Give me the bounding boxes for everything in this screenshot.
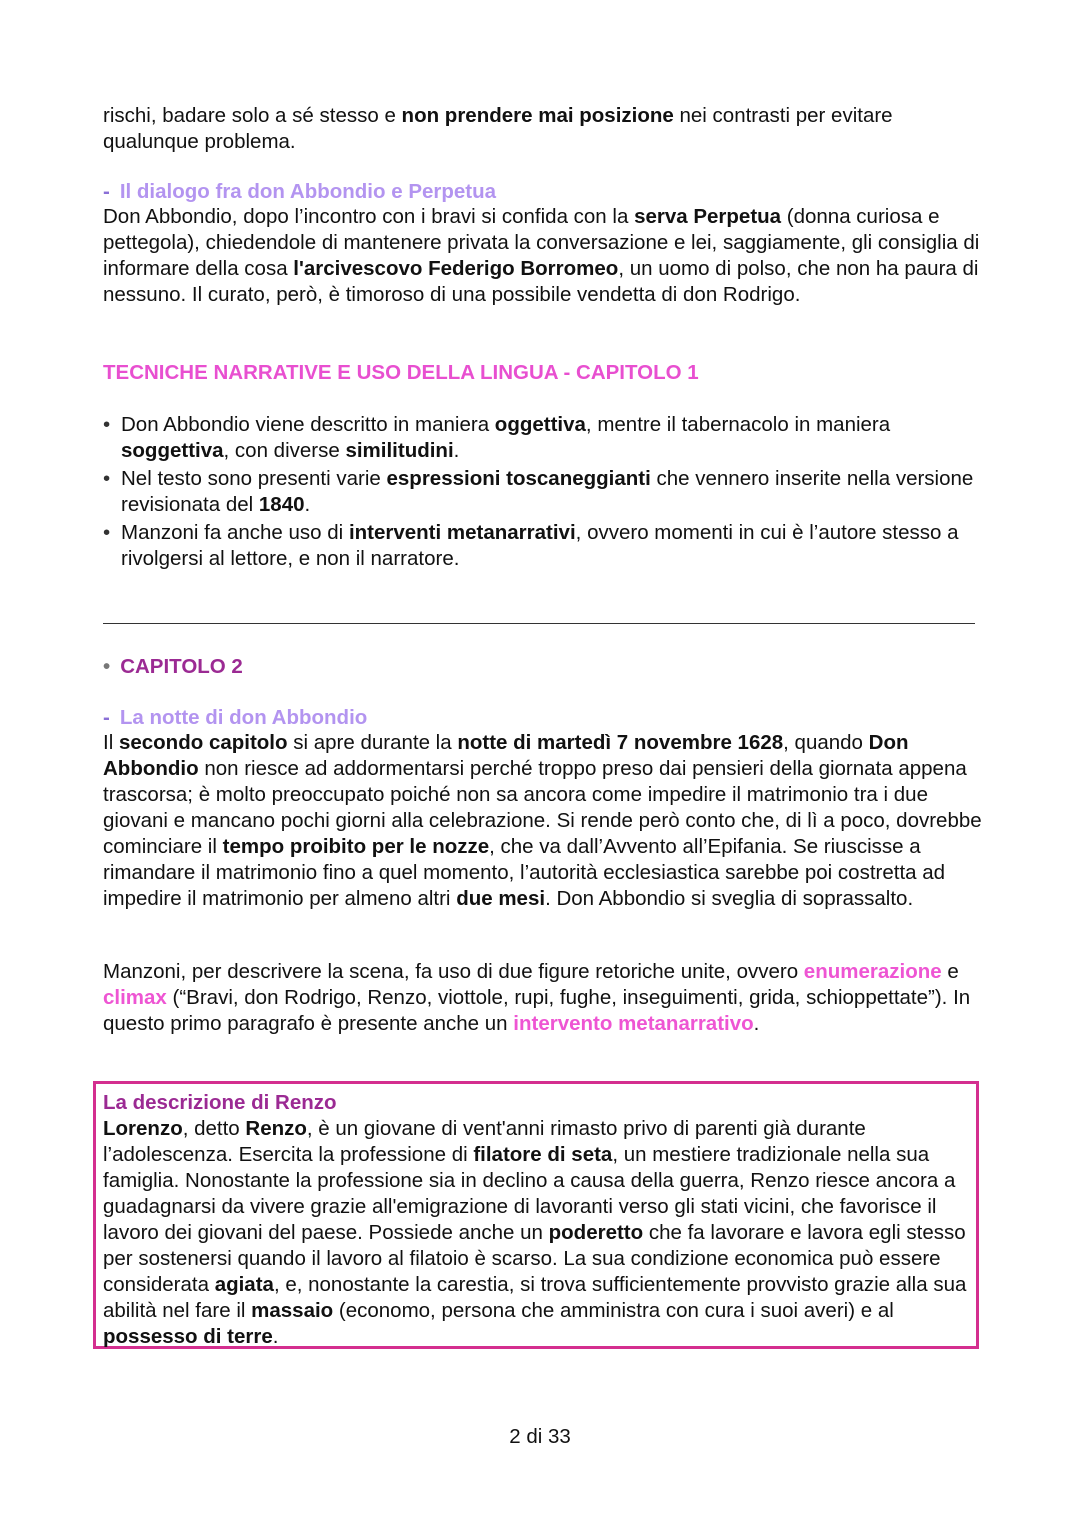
text: , e, nonostante la carestia, si trova sufficientemente provvisto grazie alla sua abilità nel fare il xyxy=(103,1273,967,1322)
dialogo-paragraph xyxy=(103,204,983,308)
bold-text: agiata xyxy=(214,1273,274,1296)
text: si apre durante la xyxy=(287,731,458,754)
bullet-marker: • xyxy=(103,655,111,678)
text: , un uomo di polso, che non ha paura di nessuno. Il curato, però, è timoroso di una possibile vendetta di don Rodrigo. xyxy=(103,257,979,306)
capitolo2-heading xyxy=(103,654,983,680)
text: Don Abbondio viene descritto in maniera xyxy=(121,413,495,436)
list-item xyxy=(103,412,983,464)
bold-text: poderetto xyxy=(548,1221,644,1244)
text: . xyxy=(453,439,460,462)
list-item xyxy=(103,466,983,518)
notte-paragraph xyxy=(103,730,983,912)
highlight-term: climax xyxy=(103,986,167,1009)
tecniche-heading: TECNICHE NARRATIVE E USO DELLA LINGUA - CAPITOLO 1 xyxy=(103,361,699,384)
bold-text: interventi metanarrativi xyxy=(348,521,576,544)
highlight-term: enumerazione xyxy=(803,960,942,983)
bold-text: non prendere mai posizione xyxy=(401,104,674,127)
bold-text: l'arcivescovo Federigo Borromeo xyxy=(293,257,619,280)
heading-text: CAPITOLO 2 xyxy=(120,655,243,678)
text: , un mestiere tradizionale nella sua famiglia. Nonostante la professione sia in declino a causa della guerra, Renzo riesce ancora a guadagnarsi da vivere grazie all'emigrazione di lavoranti verso gli stati vicini, che favorisce il lavoro dei giovani del paese. Possiede anche un xyxy=(103,1143,956,1244)
heading-text: La notte di don Abbondio xyxy=(119,706,368,729)
text: (donna curiosa e pettegola), chiedendole di mantenere privata la conversazione e lei, saggiamente, gli consiglia di informare della cosa xyxy=(103,205,980,280)
text: Manzoni, per descrivere la scena, fa uso di due figure retoriche unite, ovvero xyxy=(103,960,804,983)
bold-text: serva Perpetua xyxy=(634,205,782,228)
text: , è un giovane di vent'anni rimasto privo di parenti già durante l’adolescenza. Esercita la professione di xyxy=(103,1117,866,1166)
text: . xyxy=(272,1325,279,1348)
text: , che va dall’Avvento all’Epifania. Se riuscisse a rimandare il matrimonio fino a quel momento, l’autorità ecclesiastica sarebbe poi costretta ad impedire il matrimonio per almeno altri xyxy=(103,835,946,910)
bold-text: Don Abbondio xyxy=(103,731,909,780)
text: che fa lavorare e lavora egli stesso per sostenersi quando il lavoro al filatoio è scarso. La sua condizione economica può essere considerata xyxy=(103,1221,966,1296)
section-divider xyxy=(103,623,975,624)
page-number: 2 di 33 xyxy=(509,1425,571,1448)
text: (economo, persona che amministra con cura i suoi averi) e al xyxy=(333,1299,894,1322)
bold-text: soggettiva xyxy=(121,439,224,462)
bold-text: filatore di seta xyxy=(473,1143,613,1166)
text: . xyxy=(304,493,311,516)
text: (“Bravi, don Rodrigo, Renzo, viottole, rupi, fughe, inseguimenti, grida, schioppettate”). In questo primo paragrafo è presente anche un xyxy=(103,986,971,1035)
bold-text: secondo capitolo xyxy=(118,731,288,754)
figure-paragraph xyxy=(103,959,983,1037)
bold-text: notte di martedì 7 novembre 1628 xyxy=(457,731,784,754)
heading-text: Il dialogo fra don Abbondio e Perpetua xyxy=(119,180,497,203)
text: non riesce ad addormentarsi perché troppo preso dai pensieri della giornata appena trascorsa; è molto preoccupato poiché non sa ancora come impedire il matrimonio tra i due giovani e mancano pochi giorni alla celebrazione. Si rende però conto che, di lì a poco, dovrebbe cominciare il xyxy=(103,757,982,858)
text: e xyxy=(941,960,959,983)
bold-text: Renzo xyxy=(245,1117,307,1140)
bold-text: espressioni toscaneggianti xyxy=(386,467,651,490)
text: Nel testo sono presenti varie xyxy=(121,467,387,490)
bold-text: possesso di terre xyxy=(103,1325,273,1348)
text: , detto xyxy=(182,1117,246,1140)
dialogo-heading xyxy=(103,179,983,205)
dash-marker: - xyxy=(103,706,110,729)
text: Manzoni fa anche uso di xyxy=(121,521,349,544)
bold-text: similitudini xyxy=(345,439,454,462)
box-title: La descrizione di Renzo xyxy=(103,1091,337,1114)
intro-paragraph xyxy=(103,103,983,155)
bold-text: 1840 xyxy=(258,493,305,516)
text: Il xyxy=(103,731,119,754)
bold-text: Lorenzo xyxy=(103,1117,183,1140)
text: nei contrasti per evitare qualunque problema. xyxy=(103,104,893,153)
list-item xyxy=(103,520,983,572)
bold-text: massaio xyxy=(251,1299,334,1322)
dash-marker: - xyxy=(103,180,110,203)
bold-text: tempo proibito per le nozze xyxy=(222,835,490,858)
bold-text: due mesi xyxy=(456,887,546,910)
bold-text: oggettiva xyxy=(494,413,586,436)
tecniche-list xyxy=(103,412,983,574)
text: . Don Abbondio si sveglia di soprassalto. xyxy=(545,887,914,910)
text: Don Abbondio, dopo l’incontro con i bravi si confida con la xyxy=(103,205,635,228)
renzo-paragraph xyxy=(103,1116,975,1350)
text: , quando xyxy=(783,731,869,754)
text: , con diverse xyxy=(223,439,346,462)
notte-heading xyxy=(103,705,983,731)
text: rischi, badare solo a sé stesso e xyxy=(103,104,402,127)
text: , mentre il tabernacolo in maniera xyxy=(585,413,891,436)
highlight-term: intervento metanarrativo xyxy=(513,1012,754,1035)
text: che vennero inserite nella versione revisionata del xyxy=(121,467,974,516)
renzo-box xyxy=(93,1081,979,1349)
text: , ovvero momenti in cui è l’autore stesso a rivolgersi al lettore, e non il narratore. xyxy=(121,521,959,570)
text: . xyxy=(753,1012,760,1035)
